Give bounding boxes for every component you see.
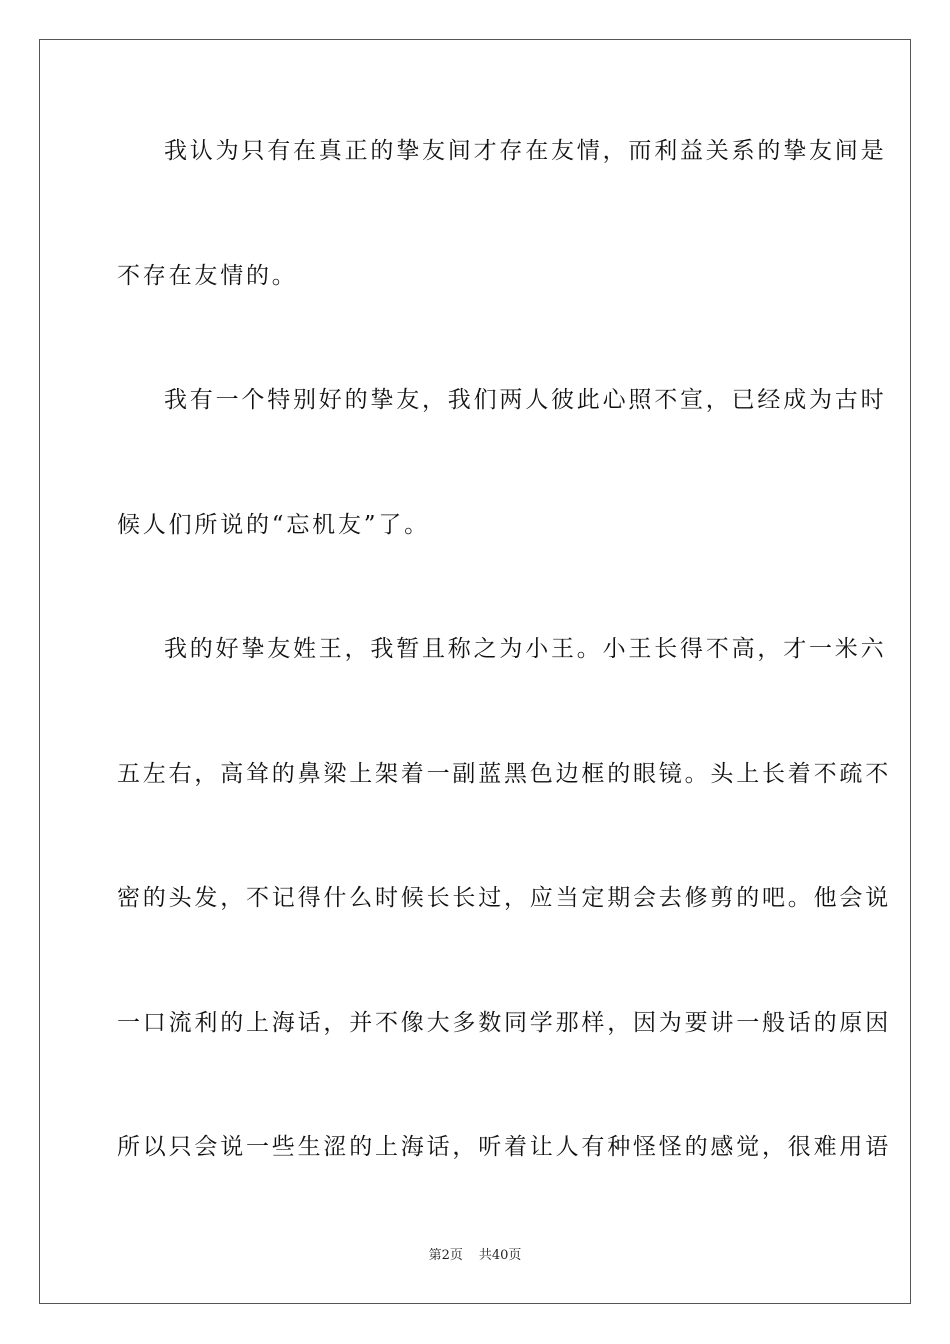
- paragraph-line: 不存在友情的。: [117, 263, 298, 289]
- page-frame: [39, 39, 911, 1304]
- paragraph-line: 候人们所说的“忘机友”了。: [117, 512, 430, 538]
- paragraph-line: 我的好挚友姓王，我暂且称之为小王。小王长得不高，才一米六: [164, 636, 887, 662]
- paragraph-line: 所以只会说一些生涩的上海话，听着让人有种怪怪的感觉，很难用语: [117, 1134, 891, 1160]
- paragraph-line: 五左右，高耸的鼻梁上架着一副蓝黑色边框的眼镜。头上长着不疏不: [117, 761, 891, 787]
- paragraph-line: 密的头发，不记得什么时候长长过，应当定期会去修剪的吧。他会说: [117, 885, 891, 911]
- page-total: 共40页: [478, 1248, 522, 1263]
- paragraph-line: 我有一个特别好的挚友，我们两人彼此心照不宣，已经成为古时: [164, 387, 887, 413]
- paragraph-line: 一口流利的上海话，并不像大多数同学那样，因为要讲一般话的原因: [117, 1010, 891, 1036]
- page-footer: [0, 1247, 950, 1265]
- paragraph-line: 我认为只有在真正的挚友间才存在友情，而利益关系的挚友间是: [164, 138, 887, 164]
- page-number: 第2页: [428, 1248, 463, 1263]
